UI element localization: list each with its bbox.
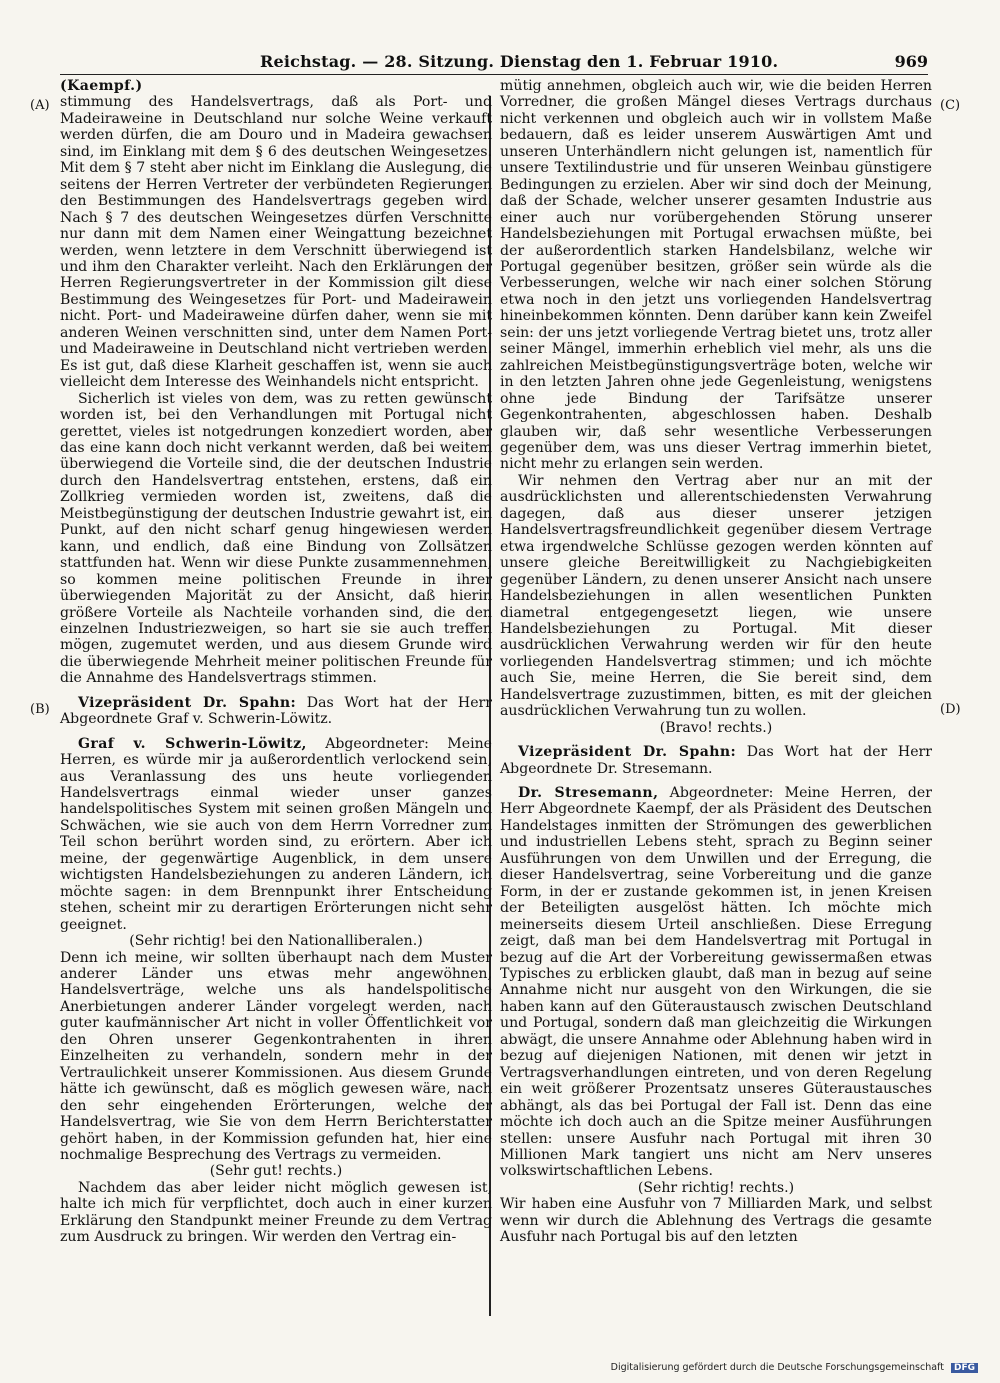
- interjection: (Sehr gut! rechts.): [209, 1163, 343, 1180]
- interjection: (Sehr richtig! bei den Nationalliberalen.): [129, 933, 423, 950]
- right-paragraph-2: Wir nehmen den Vertrag aber nur an mit der ausdrücklichsten und allerentschiedensten Verwahrung dagegen, daß aus dieser unserer jetzigen Handelsvertragsfreundlichkeit gegenüber diesem Vertrage etwa irgendwelche Schlüsse gezogen werden könnten auf unsere gleiche Bereitwilligkeit zu Nachgiebigkeiten gegenüber Ländern, zu denen unserer Ansicht nach unsere Handelsbeziehungen in allen wesentlichen Punkten diametral entgegengesetzt liegen, wie unsere Handelsbeziehungen zu Portugal. Mit dieser ausdrücklichen Verwahrung werden wir für den heute vorliegenden Handelsvertrag stimmen; und ich möchte auch Sie, meine Herren, die Sie bereit sind, dem Handelsvertrage zuzustimmen, bitten, es mit der gleichen ausdrücklichen Verwahrung tun zu wollen.: [500, 472, 932, 720]
- right-column: [500, 78, 932, 1246]
- left-paragraph-3: Vizepräsident Dr. Spahn: Das Wort hat der Herr Abgeordnete Graf v. Schwerin-Löwitz.: [60, 694, 493, 728]
- speaker-name: Dr. Stresemann,: [518, 785, 659, 802]
- footer-text: Digitalisierung gefördert durch die Deutsche Forschungsgemeinschaft: [610, 1362, 944, 1373]
- speaker-name: Vizepräsident Dr. Spahn:: [78, 694, 297, 711]
- running-header: [60, 52, 928, 75]
- left-paragraph-4: Graf v. Schwerin-Löwitz, Abgeordneter: Meine Herren, es würde mir ja außerordentlich verlockend sein, aus Veranlassung des uns heute vorliegenden Handelsvertrags einmal wieder unser ganzes handelspolitisches System mit seinen großen Mängeln und Schwächen, wie sie auch von dem Herrn Vorredner zum Teil schon berührt worden sind, zu erörtern. Aber ich meine, der gegenwärtige Augenblick, in dem unsere wichtigsten Handelsbeziehungen zu anderen Ländern, ich möchte sagen: in dem Brennpunkt ihrer Entscheidung stehen, scheint mir zu derartigen Erörterungen nicht sehr geeignet.: [60, 735, 492, 933]
- left-paragraph-1: stimmung des Handelsvertrags, daß als Port- und Madeiraweine in Deutschland nur solche Weine verkauft werden dürfen, die am Douro und in Madeira gewachsen sind, im Einklang mit dem § 6 des deutschen Weingesetzes. Mit dem § 7 steht aber nicht im Einklang die Auslegung, die seitens der Herren Vertreter der verbündeten Regierungen den Bestimmungen des Handelsvertrags gegeben wird. Nach § 7 des deutschen Weingesetzes dürfen Verschnitte nur dann mit dem Namen einer Weingattung bezeichnet werden, wenn letztere in dem Verschnitt überwiegend ist und ihm den Charakter verleiht. Nach den Erklärungen der Herren Regierungsvertreter in der Kommission gilt diese Bestimmung des Weingesetzes für Port- und Madeirawein nicht. Port- und Madeiraweine dürfen daher, wenn sie mit anderen Weinen verschnitten sind, unter dem Namen Port- und Madeiraweine in Deutschland nicht vertrieben werden. Es ist gut, daß diese Klarheit geschaffen ist, wenn sie auch vielleicht dem Interesse des Weinhandels nicht entspricht.: [60, 94, 492, 391]
- dfg-logo: DFG: [951, 1363, 978, 1373]
- margin-mark-a: (A): [30, 98, 50, 113]
- interjection: (Sehr richtig! rechts.): [637, 1179, 795, 1196]
- left-paragraph-5: Denn ich meine, wir sollten überhaupt nach dem Muster anderer Länder uns etwas mehr angewöhnen, Handelsverträge, welche uns als handelspolitische Anerbietungen anderer Länder vorgelegt werden, nach guter kaufmännischer Art nicht in voller Öffentlichkeit vor den Ohren unserer Gegenkontrahenten in ihren Einzelheiten zu verhandeln, sondern mehr in der Vertraulichkeit unserer Kommissionen. Aus diesem Grunde hätte ich gewünscht, daß es möglich gewesen wäre, nach den sehr eingehenden Erörterungen, welche der Handelsvertrag, wie Sie von dem Herrn Berichterstatter gehört haben, in der Kommission gefunden hat, hier eine nochmalige Besprechung des Vertrags zu vermeiden.: [60, 949, 492, 1163]
- speaker-name: Vizepräsident Dr. Spahn:: [518, 744, 737, 761]
- margin-mark-d: (D): [940, 702, 961, 717]
- left-paragraph-6: Nachdem das aber leider nicht möglich gewesen ist, halte ich mich für verpflichtet, doch auch in einer kurzen Erklärung den Standpunkt meiner Freunde zu dem Vertrag zum Ausdruck zu bringen. Wir werden den Vertrag ein-: [60, 1179, 492, 1246]
- speaker-name: Graf v. Schwerin-Löwitz,: [78, 735, 307, 752]
- speaker-tag: (Kaempf.): [60, 78, 143, 94]
- margin-mark-b: (B): [30, 702, 50, 717]
- right-paragraph-3: Vizepräsident Dr. Spahn: Das Wort hat der Herr Abgeordnete Dr. Stresemann.: [500, 744, 933, 777]
- footer-credit: [0, 1362, 978, 1373]
- left-column: [60, 78, 492, 1246]
- right-paragraph-4: Dr. Stresemann, Abgeordneter: Meine Herren, der Herr Abgeordnete Kaempf, der als Präsident des Deutschen Handelstages inmitten der Strömungen des gewerblichen und industriellen Lebens steht, sprach zu Beginn seiner Ausführungen von dem Unwillen und der Erregung, die dieser Handelsvertrag, seine Vorbereitung und die ganze Form, in der er zustande gekommen ist, in jenen Kreisen der Beteiligten ausgelöst hätten. Ich möchte mich meinerseits diesem Urteil anschließen. Diese Erregung zeigt, daß man bei dem Handelsvertrag mit Portugal in bezug auf die Art der Vorbereitung gewissermaßen etwas Typisches zu erblicken glaubt, daß man in bezug auf seine Annahme nicht nur ausgeht von den Wirkungen, die sie haben kann auf den Güteraustausch zwischen Deutschland und Portugal, sondern daß man gleichzeitig die Wirkungen abwägt, die unsere Annahme oder Ablehnung haben wird in bezug auf diejenigen Nationen, mit denen wir jetzt in Vertragsverhandlungen eintreten, und von deren Regelung ein weit größerer Prozentsatz unseres Güteraustausches abhängt, als das bei Portugal der Fall ist. Denn das eine möchte ich doch auch an die Spitze meiner Ausführungen stellen: unsere Ausfuhr nach Portugal mit ihren 30 Millionen Mark tangiert uns nicht am Nerv unseres volkswirtschaftlichen Lebens.: [500, 785, 932, 1180]
- page-number: 969: [894, 52, 928, 71]
- interjection: (Bravo! rechts.): [659, 719, 773, 736]
- left-paragraph-2: Sicherlich ist vieles von dem, was zu retten gewünscht worden ist, bei den Verhandlungen mit Portugal nicht gerettet, vieles ist notgedrungen konzediert worden, aber das eine kann doch nicht verkannt werden, daß bei weitem überwiegend die Vorteile sind, die der deutschen Industrie durch den Handelsvertrag entstehen, erstens, daß ein Zollkrieg vermieden worden ist, zweitens, daß die Meistbegünstigung der deutschen Industrie gewahrt ist, ein Punkt, auf den nicht scharf genug hingewiesen werden kann, und endlich, daß eine Bindung von Zollsätzen stattfunden hat. Wenn wir diese Punkte zusammennehmen, so kommen meine politischen Freunde in ihrer überwiegenden Majorität zu der Ansicht, daß hierin größere Vorteile als Nachteile vorhanden sind, die den einzelnen Industriezweigen, so hart sie sie auch treffen mögen, zugemutet werden, und aus diesem Grunde wird die überwiegende Mehrheit meiner politischen Freunde für die Annahme des Handelsvertrags stimmen.: [60, 390, 492, 687]
- margin-mark-c: (C): [940, 98, 961, 113]
- running-title: Reichstag. — 28. Sitzung. Dienstag den 1. Februar 1910.: [260, 52, 779, 71]
- right-paragraph-5: Wir haben eine Ausfuhr von 7 Milliarden Mark, und selbst wenn wir durch die Ablehnung des Vertrags die gesamte Ausfuhr nach Portugal bis auf den letzten: [500, 1196, 932, 1246]
- right-paragraph-1: mütig annehmen, obgleich auch wir, wie die beiden Herren Vorredner, die großen Mängel dieses Vertrags durchaus nicht verkennen und obgleich auch wir in vollstem Maße bedauern, daß es leider unserem Auswärtigen Amt und unseren Unterhändlern nicht gelungen ist, namentlich für unsere Textilindustrie und für unseren Weinbau günstigere Bedingungen zu erzielen. Aber wir sind doch der Meinung, daß der Schade, welcher unserer gesamten Industrie aus einer auch nur vorübergehenden Störung unserer Handelsbeziehungen mit Portugal erwachsen müßte, bei der außerordentlich starken Handelsbilanz, welche wir Portugal gegenüber besitzen, größer sein würde als die Verbesserungen, welche wir nach einer solchen Störung etwa noch in den jetzt uns vorliegenden Handelsvertrag hineinbekommen könnten. Denn darüber kann kein Zweifel sein: der uns jetzt vorliegende Vertrag bietet uns, trotz aller seiner Mängel, immerhin erheblich viel mehr, als uns die zahlreichen Meistbegünstigungsverträge boten, welche wir in den letzten Jahren ohne jede Gegenleistung, wenigstens ohne jede Bindung der Tarifsätze unserer Gegenkontrahenten, abgeschlossen haben. Deshalb glauben wir, daß sehr wesentliche Verbesserungen gegenüber dem, was uns dieser Vertrag immerhin bietet, nicht mehr zu erlangen sein werden.: [500, 78, 932, 473]
